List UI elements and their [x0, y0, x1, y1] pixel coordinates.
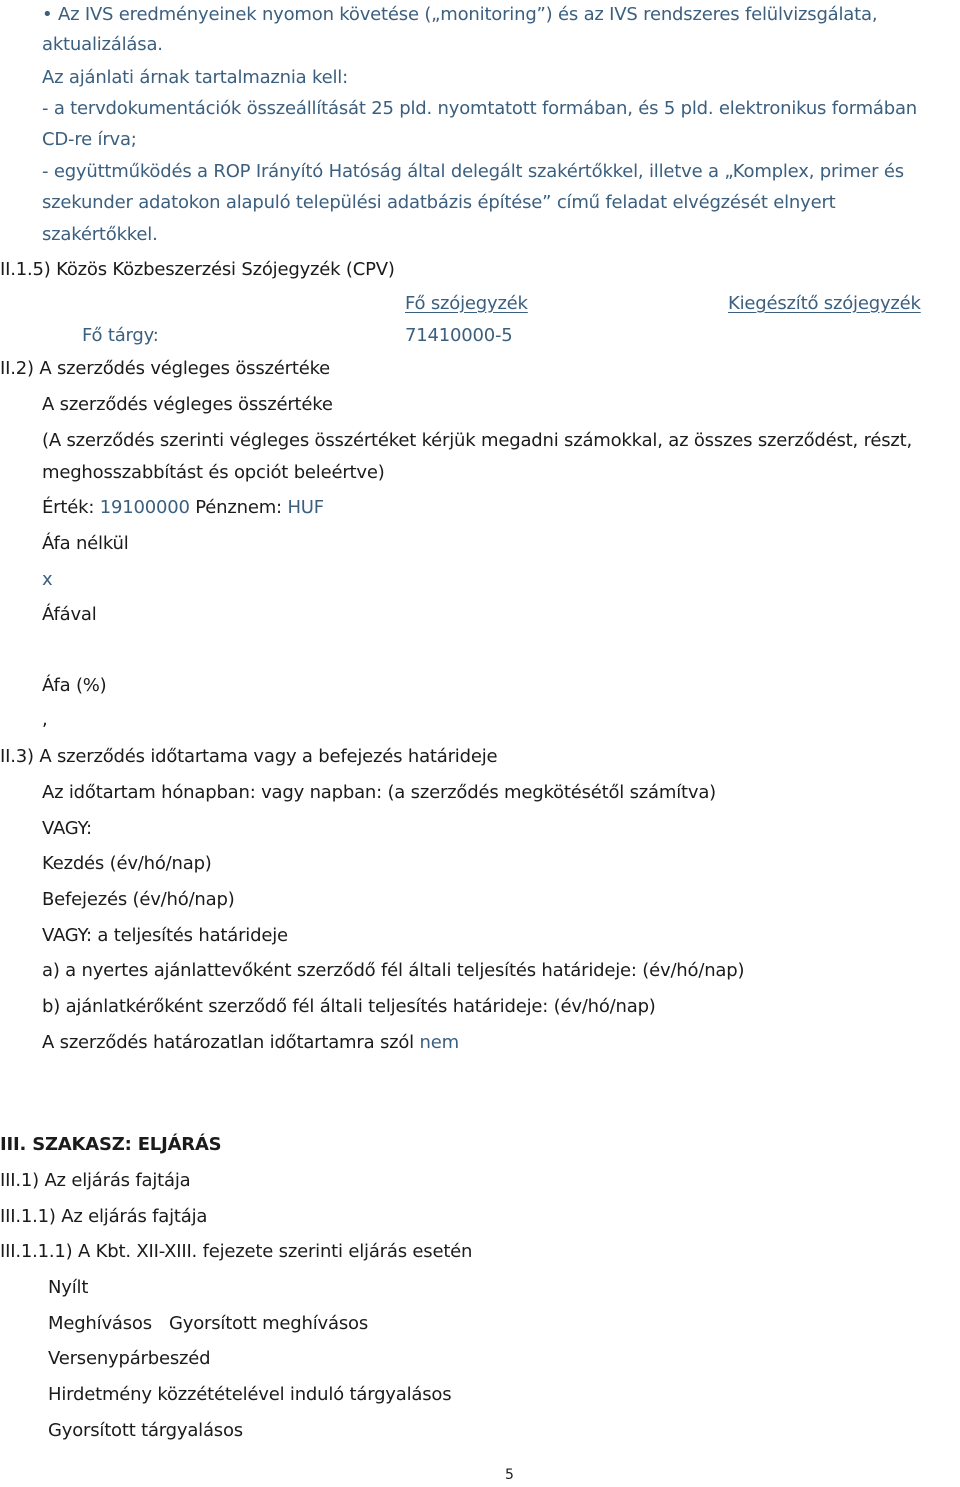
- cpv-main-object-label: Fő tárgy:: [82, 325, 159, 346]
- currency-label: Pénznem:: [195, 497, 282, 518]
- intro-line-7: szekunder adatokon alapuló települési adatbázis építése” című feladat elvégzését elnyert: [42, 192, 836, 213]
- duration-line-5: VAGY: a teljesítés határideje: [42, 925, 288, 946]
- duration-line-7: b) ajánlatkérőként szerződő fél általi teljesítés határideje: (év/hó/nap): [42, 996, 656, 1017]
- intro-line-1-text: Az IVS eredményeinek nyomon követése („monitoring”) és az IVS rendszeres felülvizsgálata,: [57, 4, 878, 25]
- value-note-line-2: meghosszabbítást és opciót beleértve): [42, 462, 385, 483]
- section-3-1-heading: III.1) Az eljárás fajtája: [0, 1170, 191, 1191]
- vat-comma: ,: [42, 709, 48, 730]
- page-number: 5: [505, 1467, 514, 1483]
- section-3-1-1-1-heading: III.1.1.1) A Kbt. XII-XIII. fejezete szerinti eljárás esetén: [0, 1241, 473, 1262]
- intro-line-4: - a tervdokumentációk összeállítását 25 pld. nyomtatott formában, és 5 pld. elektronikus formában: [42, 98, 918, 119]
- intro-line-8: szakértőkkel.: [42, 224, 158, 245]
- section-3-1-1-heading: III.1.1) Az eljárás fajtája: [0, 1206, 208, 1227]
- duration-heading: II.3) A szerződés időtartama vagy a befejezés határideje: [0, 746, 498, 767]
- duration-line-2: VAGY:: [42, 818, 92, 839]
- duration-start: Kezdés (év/hó/nap): [42, 853, 212, 874]
- procedure-option-open: Nyílt: [48, 1277, 89, 1298]
- cpv-heading: II.1.5) Közös Közbeszerzési Szójegyzék (CPV): [0, 259, 395, 280]
- procedure-option-accelerated-restricted: Gyorsított meghívásos: [169, 1313, 368, 1334]
- cpv-main-vocabulary-header: Fő szójegyzék: [405, 293, 528, 314]
- currency-value: HUF: [287, 497, 324, 518]
- intro-line-3: Az ajánlati árnak tartalmaznia kell:: [42, 67, 348, 88]
- duration-indefinite: [42, 1031, 459, 1055]
- intro-line-1: [42, 3, 877, 27]
- cpv-supplementary-vocabulary-header: Kiegészítő szójegyzék: [728, 293, 921, 314]
- value-row: [42, 496, 324, 520]
- intro-line-5: CD-re írva;: [42, 129, 137, 150]
- no-vat-mark: x: [42, 569, 53, 590]
- duration-end: Befejezés (év/hó/nap): [42, 889, 235, 910]
- bullet: •: [42, 4, 53, 25]
- value-subheading: A szerződés végleges összértéke: [42, 394, 333, 415]
- duration-indefinite-label: A szerződés határozatlan időtartamra szól: [42, 1032, 414, 1053]
- cpv-main-object-code: 71410000-5: [405, 325, 513, 346]
- value-heading: II.2) A szerződés végleges összértéke: [0, 358, 331, 379]
- with-vat-label: Áfával: [42, 604, 97, 625]
- duration-line-6: a) a nyertes ajánlattevőként szerződő fél általi teljesítés határideje: (év/hó/nap): [42, 960, 745, 981]
- procedure-option-competitive-dialogue: Versenypárbeszéd: [48, 1348, 211, 1369]
- value-note-line-1: (A szerződés szerinti végleges összértéket kérjük megadni számokkal, az összes szerződést, részt,: [42, 430, 913, 451]
- duration-indefinite-value: nem: [419, 1032, 459, 1053]
- procedure-option-restricted: Meghívásos: [48, 1313, 152, 1334]
- procedure-option-negotiated-with-notice: Hirdetmény közzétételével induló tárgyalásos: [48, 1384, 452, 1405]
- value-label: Érték:: [42, 497, 95, 518]
- duration-line-1: Az időtartam hónapban: vagy napban: (a szerződés megkötésétől számítva): [42, 782, 716, 803]
- intro-line-2: aktualizálása.: [42, 34, 163, 55]
- procedure-option-accelerated-negotiated: Gyorsított tárgyalásos: [48, 1420, 243, 1441]
- no-vat-label: Áfa nélkül: [42, 533, 129, 554]
- section-3-heading: III. SZAKASZ: ELJÁRÁS: [0, 1134, 222, 1155]
- intro-line-6: - együttműködés a ROP Irányító Hatóság által delegált szakértőkkel, illetve a „Komplex, primer és: [42, 161, 904, 182]
- vat-percent-label: Áfa (%): [42, 675, 107, 696]
- value-amount: 19100000: [99, 497, 190, 518]
